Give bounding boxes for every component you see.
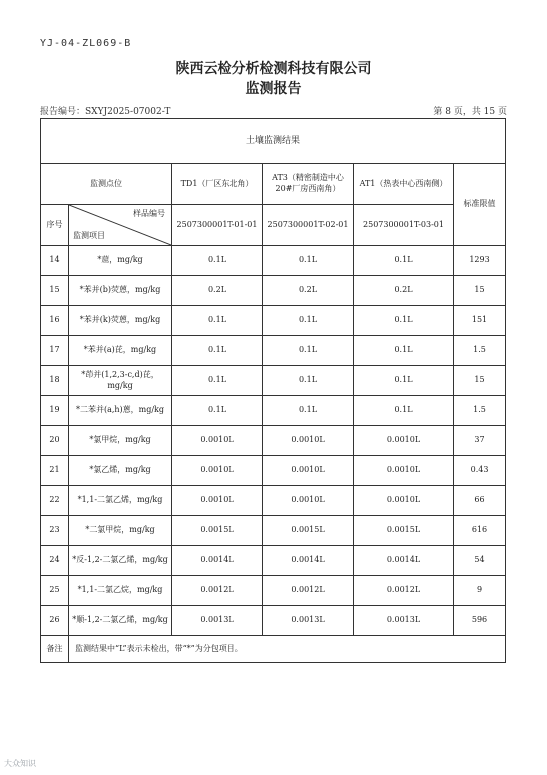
row-value-at1: 0.0012L xyxy=(354,576,454,606)
row-standard: 1.5 xyxy=(454,336,506,366)
row-standard: 616 xyxy=(454,516,506,546)
row-value-at1: 0.1L xyxy=(354,396,454,426)
note-row xyxy=(41,636,506,663)
row-value-at1: 0.2L xyxy=(354,276,454,306)
table-row xyxy=(41,396,506,426)
row-seq: 25 xyxy=(41,576,69,606)
table-row xyxy=(41,246,506,276)
row-value-td1: 0.0015L xyxy=(172,516,263,546)
row-value-at3: 0.0013L xyxy=(263,606,354,636)
item-header: 监测项目 xyxy=(73,231,105,241)
row-value-at3: 0.1L xyxy=(263,246,354,276)
diagonal-header xyxy=(69,205,172,246)
table-row xyxy=(41,606,506,636)
row-item: *1,1-二氯乙烷，mg/kg xyxy=(69,576,172,606)
table-row xyxy=(41,366,506,396)
sample-id-2: 2507300001T-02-01 xyxy=(263,205,354,246)
row-value-td1: 0.1L xyxy=(172,396,263,426)
row-standard: 9 xyxy=(454,576,506,606)
row-value-at1: 0.0010L xyxy=(354,426,454,456)
row-value-td1: 0.1L xyxy=(172,336,263,366)
row-value-at1: 0.0015L xyxy=(354,516,454,546)
table-row xyxy=(41,576,506,606)
row-item: *二氯甲烷，mg/kg xyxy=(69,516,172,546)
row-value-at3: 0.2L xyxy=(263,276,354,306)
table-row xyxy=(41,306,506,336)
table-row xyxy=(41,486,506,516)
row-value-at3: 0.1L xyxy=(263,396,354,426)
row-standard: 15 xyxy=(454,276,506,306)
row-value-td1: 0.1L xyxy=(172,306,263,336)
row-value-td1: 0.0012L xyxy=(172,576,263,606)
row-item: *䓛，mg/kg xyxy=(69,246,172,276)
row-standard: 15 xyxy=(454,366,506,396)
row-seq: 26 xyxy=(41,606,69,636)
row-standard: 1.5 xyxy=(454,396,506,426)
row-value-td1: 0.1L xyxy=(172,366,263,396)
row-item: *茚并(1,2,3-c,d)芘，mg/kg xyxy=(69,366,172,396)
row-item: *1,1-二氯乙烯，mg/kg xyxy=(69,486,172,516)
table-row xyxy=(41,456,506,486)
row-value-at3: 0.0014L xyxy=(263,546,354,576)
point-header: 监测点位 xyxy=(41,164,172,205)
note-label: 备注 xyxy=(41,636,69,663)
row-value-at3: 0.0010L xyxy=(263,426,354,456)
row-seq: 14 xyxy=(41,246,69,276)
row-item: *苯并(a)芘，mg/kg xyxy=(69,336,172,366)
table-row xyxy=(41,336,506,366)
page-info: 第 8 页，共 15 页 xyxy=(433,107,507,117)
row-seq: 24 xyxy=(41,546,69,576)
row-item: *二苯并(a,h)蒽，mg/kg xyxy=(69,396,172,426)
row-value-at3: 0.0012L xyxy=(263,576,354,606)
row-value-td1: 0.0010L xyxy=(172,456,263,486)
table-row xyxy=(41,546,506,576)
row-value-at1: 0.1L xyxy=(354,366,454,396)
standard-header: 标准限值 xyxy=(454,164,506,246)
row-seq: 22 xyxy=(41,486,69,516)
row-item: *苯并(k)荧蒽，mg/kg xyxy=(69,306,172,336)
row-seq: 21 xyxy=(41,456,69,486)
point-at3: AT3（精密制造中心 20#厂房西南角） xyxy=(263,164,354,205)
row-value-at1: 0.1L xyxy=(354,336,454,366)
row-standard: 66 xyxy=(454,486,506,516)
table-row xyxy=(41,276,506,306)
row-value-at1: 0.0010L xyxy=(354,486,454,516)
table-row xyxy=(41,516,506,546)
row-seq: 18 xyxy=(41,366,69,396)
note-text: 监测结果中“L”表示未检出，带“*”为分包项目。 xyxy=(69,636,506,663)
row-seq: 19 xyxy=(41,396,69,426)
sample-id-1: 2507300001T-01-01 xyxy=(172,205,263,246)
sample-id-3: 2507300001T-03-01 xyxy=(354,205,454,246)
row-value-td1: 0.0010L xyxy=(172,486,263,516)
row-value-at1: 0.0010L xyxy=(354,456,454,486)
report-title: 监测报告 xyxy=(245,81,302,97)
row-item: *氯乙烯，mg/kg xyxy=(69,456,172,486)
document-code: YJ-04-ZL069-B xyxy=(40,38,132,49)
row-value-at1: 0.0014L xyxy=(354,546,454,576)
row-item: *苯并(b)荧蒽，mg/kg xyxy=(69,276,172,306)
row-value-at3: 0.0010L xyxy=(263,456,354,486)
company-name: 陕西云检分析检测科技有限公司 xyxy=(175,61,372,77)
row-standard: 37 xyxy=(454,426,506,456)
row-value-td1: 0.0013L xyxy=(172,606,263,636)
row-value-at3: 0.1L xyxy=(263,336,354,366)
row-seq: 23 xyxy=(41,516,69,546)
row-item: *顺-1,2-二氯乙烯，mg/kg xyxy=(69,606,172,636)
seq-header: 序号 xyxy=(41,205,69,246)
row-seq: 15 xyxy=(41,276,69,306)
row-value-td1: 0.0014L xyxy=(172,546,263,576)
row-standard: 151 xyxy=(454,306,506,336)
table-row xyxy=(41,426,506,456)
point-at1: AT1（热表中心西南侧） xyxy=(354,164,454,205)
row-value-td1: 0.0010L xyxy=(172,426,263,456)
sample-header: 样品编号 xyxy=(133,209,165,218)
row-value-at1: 0.0013L xyxy=(354,606,454,636)
table-title: 土壤监测结果 xyxy=(41,119,506,164)
row-value-at3: 0.0015L xyxy=(263,516,354,546)
row-standard: 596 xyxy=(454,606,506,636)
row-seq: 17 xyxy=(41,336,69,366)
row-value-td1: 0.2L xyxy=(172,276,263,306)
row-item: *反-1,2-二氯乙烯，mg/kg xyxy=(69,546,172,576)
row-value-at1: 0.1L xyxy=(354,306,454,336)
row-seq: 16 xyxy=(41,306,69,336)
row-standard: 1293 xyxy=(454,246,506,276)
row-standard: 0.43 xyxy=(454,456,506,486)
report-number: 报告编号：SXYJ2025-07002-T xyxy=(40,107,171,117)
row-seq: 20 xyxy=(41,426,69,456)
row-item: *氯甲烷，mg/kg xyxy=(69,426,172,456)
row-value-td1: 0.1L xyxy=(172,246,263,276)
soil-monitoring-table xyxy=(40,118,506,663)
row-standard: 54 xyxy=(454,546,506,576)
watermark-text: 大众知识 xyxy=(4,759,36,768)
row-value-at3: 0.0010L xyxy=(263,486,354,516)
row-value-at3: 0.1L xyxy=(263,366,354,396)
point-td1: TD1（厂区东北角） xyxy=(172,164,263,205)
row-value-at1: 0.1L xyxy=(354,246,454,276)
row-value-at3: 0.1L xyxy=(263,306,354,336)
